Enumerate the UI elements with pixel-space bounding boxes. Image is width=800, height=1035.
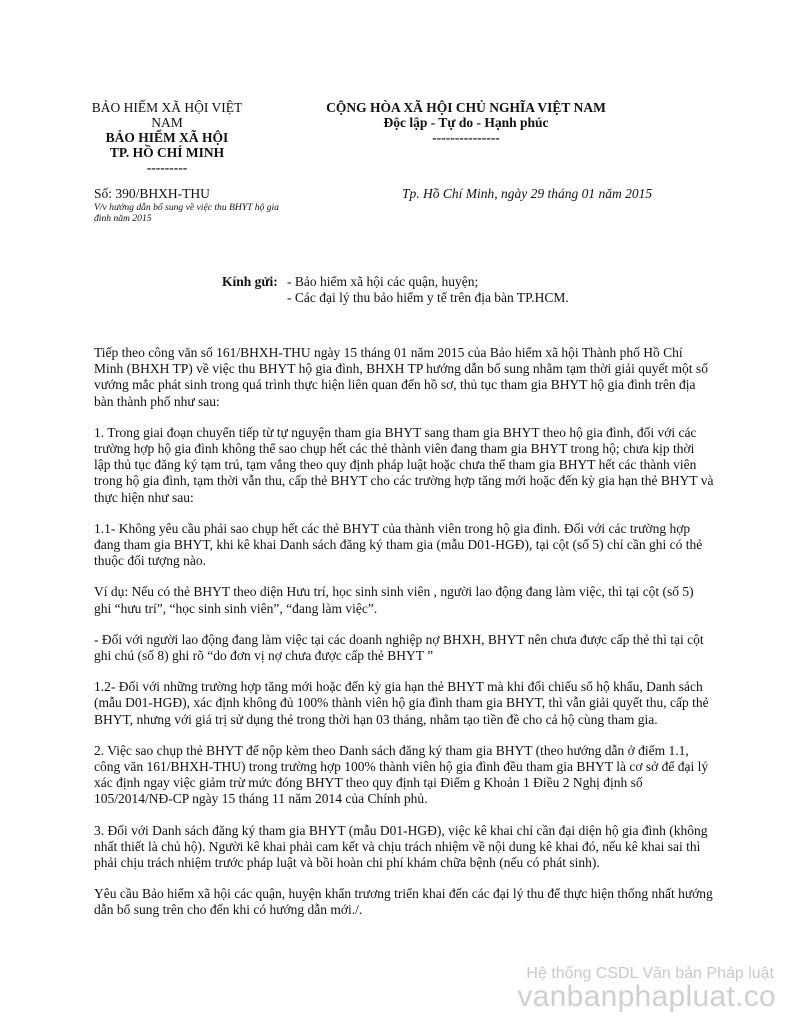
body-paragraph-intro: Tiếp theo công văn số 161/BHXH-THU ngày 15 tháng 01 năm 2015 của Bảo hiểm xã hội Thành phố Hồ Chí Minh (BHXH TP) về việc thu BHYT hộ gia đình, BHXH TP hướng dẫn bổ sung nhằm tạm thời giải quyết một số vướng mắc phát sinh trong quá trình thực hiện liên quan đến hồ sơ, thủ tục tham gia BHYT hộ gia đình trên địa bàn thành phố như sau:	[94, 345, 708, 409]
recipient-item: - Các đại lý thu bảo hiểm y tế trên địa bàn TP.HCM.	[287, 290, 569, 305]
agency-divider: ---------	[146, 160, 188, 175]
agency-parent: BẢO HIỂM XÃ HỘI VIỆT NAM	[91, 100, 243, 130]
body-paragraph-section-1: 1. Trong giai đoạn chuyển tiếp từ tự nguyện tham gia BHYT sang tham gia BHYT theo hộ gia đình, đối với các trường hợp hộ gia đình không thể sao chụp hết các thẻ thành viên đang tham gia BHYT trong hộ; chưa kịp thời lập thủ tục đăng ký tạm trú, tạm vắng theo quy định pháp luật hoặc chưa thể tham gia BHYT hết các thành viên trong hộ gia đình, tạm thời vẫn thu, cấp thẻ BHYT cho các trường hợp tăng mới hoặc đến kỳ gia hạn thẻ BHYT và thực hiện như sau:	[94, 424, 714, 505]
body-paragraph-section-2: 2. Việc sao chụp thẻ BHYT để nộp kèm theo Danh sách đăng ký tham gia BHYT (theo hướng dẫn ở điểm 1.1, công văn 161/BHXH-THU) trong trường hợp 100% thành viên hộ gia đình đều tham gia BHYT là cơ sở để đại lý xác định ngay việc giảm trừ mức đóng BHYT theo quy định tại Điểm g Khoản 1 Điều 2 Nghị định số 105/2014/NĐ-CP ngày 15 tháng 11 năm 2014 của Chính phủ.	[94, 742, 709, 807]
country-name: CỘNG HÒA XÃ HỘI CHỦ NGHĨA VIỆT NAM	[326, 100, 606, 115]
agency-city: TP. HỒ CHÍ MINH	[109, 145, 225, 160]
body-paragraph-section-3: 3. Đối với Danh sách đăng ký tham gia BHYT (mẫu D01-HGĐ), việc kê khai chỉ cần đại diện hộ gia đình (không nhất thiết là chủ hộ). Người kê khai phải cam kết và chịu trách nhiệm về nội dung kê khai đó, nếu kê khai sai thì phải chịu trách nhiệm trước pháp luật và bồi hoàn chi phí khám chữa bệnh (nếu có phát sinh).	[94, 822, 708, 871]
body-paragraph-example: Ví dụ: Nếu có thẻ BHYT theo diện Hưu trí, học sinh sinh viên , người lao động đang làm việc, thì tại cột (số 5) ghi “hưu trí”, “học sinh sinh viên”, “đang làm việc”.	[94, 584, 694, 616]
body-paragraph-section-1-2: 1.2- Đối với những trường hợp tăng mới hoặc đến kỳ gia hạn thẻ BHYT mà khi đối chiếu sổ hộ khẩu, Danh sách (mẫu D01-HGĐ), xác định không đủ 100% thành viên hộ gia đình tham gia BHYT, thì vẫn giải quyết thu, cấp thẻ BHYT, nhưng với giá trị sử dụng thẻ trong thời hạn 03 tháng, nhằm tạo tiền đề cho cả hộ cùng tham gia.	[94, 679, 709, 727]
document-number: Số: 390/BHXH-THU	[94, 186, 210, 201]
body-paragraph-closing: Yêu cầu Bảo hiểm xã hội các quận, huyện khẩn trương triển khai đến các đại lý thu để thực hiện thống nhất hướng dẫn bổ sung trên cho đến khi có hướng dẫn mới./.	[94, 886, 713, 918]
national-motto: Độc lập - Tự do - Hạnh phúc	[383, 115, 549, 130]
national-header	[318, 100, 614, 145]
place-date: Tp. Hồ Chí Minh, ngày 29 tháng 01 năm 2015	[402, 186, 653, 201]
document-subject: V/v hướng dẫn bổ sung về việc thu BHYT hộ gia đình năm 2015	[94, 202, 279, 224]
watermark-caption: Hệ thống CSDL Văn bản Pháp luật	[526, 965, 774, 982]
issuing-agency	[86, 100, 248, 175]
document-body	[94, 345, 714, 919]
recipient-item: - Bảo hiểm xã hội các quận, huyện;	[287, 274, 479, 289]
motto-divider: ---------------	[432, 130, 500, 145]
body-paragraph-note: - Đối với người lao động đang làm việc tại các doanh nghiệp nợ BHXH, BHYT nên chưa được cấp thẻ thì tại cột ghi chú (số 8) ghi rõ “do đơn vị nợ chưa được cấp thẻ BHYT ”	[94, 631, 704, 664]
recipients-label: Kính gửi:	[222, 274, 278, 289]
recipients-list	[287, 274, 569, 306]
agency-name: BẢO HIỂM XÃ HỘI	[105, 130, 229, 145]
watermark-site: vanbanphapluat.co	[517, 980, 776, 1013]
body-paragraph-section-1-1: 1.1- Không yêu cầu phải sao chụp hết các thẻ BHYT của thành viên trong hộ gia đình. Đối với các trường hợp đang tham gia BHYT, khi kê khai Danh sách đăng ký tham gia (mẫu D01-HGĐ), tại cột (số 5) chỉ cần ghi có thẻ thuộc đối tượng nào.	[94, 520, 703, 569]
